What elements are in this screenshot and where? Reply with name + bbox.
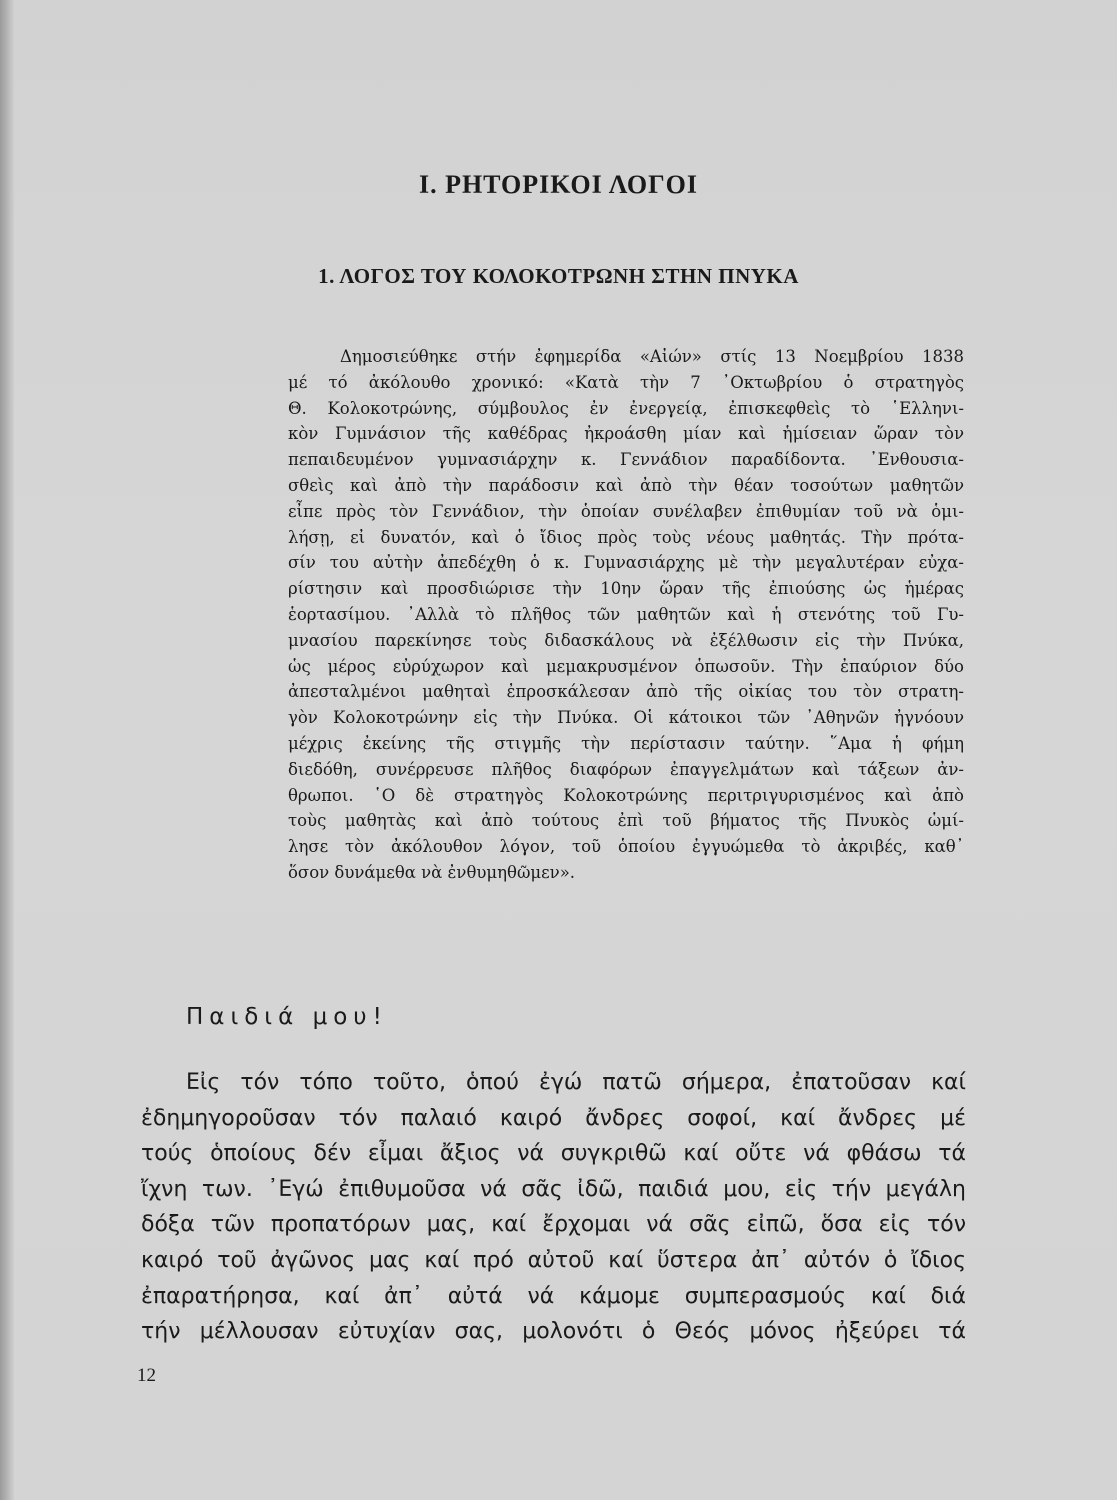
intro-line: μέ τό ἀκόλουθο χρονικό: «Κατὰ τὴν 7 ᾿Οκτωβρίου ὁ στρατηγὸς	[288, 372, 964, 392]
speech-line: Εἰς τόν τόπο τοῦτο, ὁπού ἐγώ πατῶ σήμερα, ἐπατοῦσαν καί	[186, 1070, 966, 1095]
intro-line: κὸν Γυμνάσιον τῆς καθέδρας ἠκροάσθη μίαν καὶ ἡμίσειαν ὥραν τὸν	[288, 424, 964, 444]
page-number: 12	[137, 1365, 156, 1386]
intro-line: μέχρις ἐκείνης τῆς στιγμῆς τὴν περίστασιν ταύτην. ῞Αμα ἡ φήμη	[288, 733, 964, 753]
intro-line: λήσῃ, εἰ δυνατόν, καὶ ὁ ἴδιος πρὸς τοὺς νέους μαθητάς. Τὴν πρότα-	[288, 527, 964, 547]
intro-line: γὸν Κολοκοτρώνην εἰς τὴν Πνύκα. Οἱ κάτοικοι τῶν ᾿Αθηνῶν ἠγνόουν	[288, 708, 964, 728]
intro-line: ὡς μέρος εὐρύχωρον καὶ μεμακρυσμένον ὁπωσοῦν. Τὴν ἐπαύριον δύο	[288, 656, 964, 676]
speech-line: ἴχνη των. ᾿Εγώ ἐπιθυμοῦσα νά σᾶς ἰδῶ, παιδιά μου, εἰς τήν μεγάλη	[141, 1176, 966, 1202]
page-edge-shadow	[0, 0, 14, 1500]
intro-line: ὅσον δυνάμεθα νὰ ἐνθυμηθῶμεν».	[288, 862, 576, 882]
intro-line: τοὺς μαθητὰς καὶ ἀπὸ τούτους ἐπὶ τοῦ βήματος τῆς Πνυκὸς ὡμί-	[288, 811, 964, 831]
speech-paragraph	[141, 1065, 966, 1350]
intro-line: ἑορτασίμου. ᾿Αλλὰ τὸ πλῆθος τῶν μαθητῶν καὶ ἡ στενότης τοῦ Γυ-	[288, 604, 964, 624]
intro-line: λησε τὸν ἀκόλουθον λόγον, τοῦ ὁποίου ἐγγυώμεθα τὸ ἀκριβές, καθ᾿	[288, 837, 964, 857]
intro-line: Δημοσιεύθηκε στήν ἐφημερίδα «Αἰών» στίς 13 Νοεμβρίου 1838	[340, 347, 964, 366]
section-title: 1. ΛΟΓΟΣ ΤΟΥ ΚΟΛΟΚΟΤΡΩΝΗ ΣΤΗΝ ΠΝΥΚΑ	[318, 264, 799, 288]
speech-line: ἐπαρατήρησα, καί ἀπ᾿ αὐτά νά κάμομε συμπερασμούς καί διά	[141, 1283, 966, 1309]
speech-line: καιρό τοῦ ἀγῶνος μας καί πρό αὐτοῦ καί ὕστερα ἀπ᾿ αὐτόν ὁ ἴδιος	[141, 1247, 966, 1273]
intro-line: Θ. Κολοκοτρώνης, σύμβουλος ἐν ἐνεργείᾳ, ἐπισκεφθεὶς τὸ ῾Ελληνι-	[288, 398, 964, 418]
speech-line: τούς ὁποίους δέν εἶμαι ἄξιος νά συγκριθῶ καί οὔτε νά φθάσω τά	[141, 1141, 966, 1167]
intro-line: σθεὶς καὶ ἀπὸ τὴν παράδοσιν καὶ ἀπὸ τὴν θέαν τοσούτων μαθητῶν	[288, 475, 964, 495]
chapter-title: Ι. ΡΗΤΟΡΙΚΟΙ ΛΟΓΟΙ	[418, 170, 699, 199]
intro-line: σίν του αὐτὴν ἀπεδέχθη ὁ κ. Γυμνασιάρχης μὲ τὴν μεγαλυτέραν εὐχα-	[288, 553, 964, 573]
intro-line: διεδόθη, συνέρρευσε πλῆθος διαφόρων ἐπαγγελμάτων καὶ τάξεων ἀν-	[288, 759, 964, 779]
intro-line: ἀπεσταλμένοι μαθηταὶ ἐπροσκάλεσαν ἀπὸ τῆς οἰκίας του τὸν στρατη-	[288, 682, 964, 702]
speech-line: τήν μέλλουσαν εὐτυχίαν σας, μολονότι ὁ Θεός μόνος ἠξεύρει τά	[141, 1319, 966, 1345]
intro-line: θρωποι. ῾Ο δὲ στρατηγὸς Κολοκοτρώνης περιτριγυρισμένος καὶ ἀπὸ	[288, 785, 964, 805]
intro-line: εἶπε πρὸς τὸν Γεννάδιον, τὴν ὁποίαν συνέλαβεν ἐπιθυμίαν τοῦ νὰ ὁμι-	[288, 501, 964, 521]
speech-line: ἐδημηγοροῦσαν τόν παλαιό καιρό ἄνδρες σοφοί, καί ἄνδρες μέ	[141, 1105, 966, 1131]
intro-line: πεπαιδευμένον γυμνασιάρχην κ. Γεννάδιον παραδίδοντα. ᾿Ενθουσια-	[288, 450, 964, 470]
speech-line: δόξα τῶν προπατόρων μας, καί ἔρχομαι νά σᾶς εἰπῶ, ὅσα εἰς τόν	[141, 1212, 966, 1238]
intro-line: ρίστησιν καὶ προσδιώρισε τὴν 10ην ὥραν τῆς ἐπιούσης ὡς ἡμέρας	[288, 579, 964, 599]
speech-salutation: Παιδιά μου!	[186, 1004, 388, 1030]
intro-paragraph	[288, 344, 964, 886]
intro-line: μνασίου παρεκίνησε τοὺς διδασκάλους νὰ ἐξέλθωσιν εἰς τὴν Πνύκα,	[288, 630, 964, 650]
